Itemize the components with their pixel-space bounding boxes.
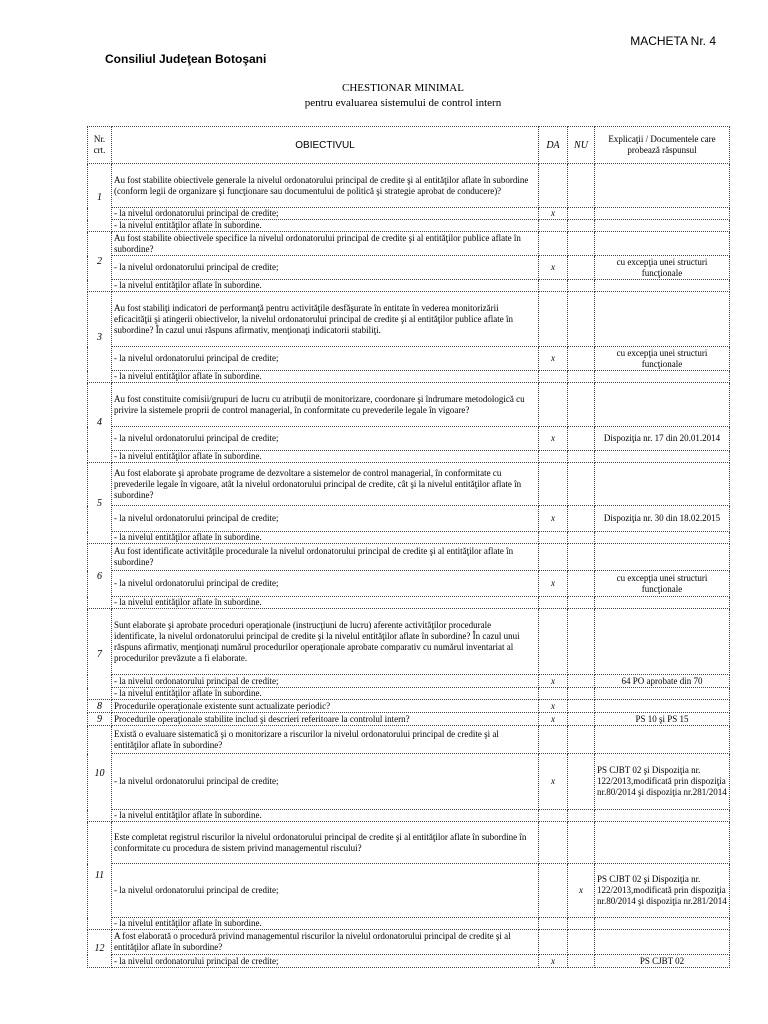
question-text: Procedurile operaţionale stabilite includ şi descrieri referitoare la controlul intern? — [112, 713, 539, 726]
nu-mark — [568, 754, 595, 810]
subrow-ordonator: - la nivelul ordonatorului principal de credite; — [112, 754, 539, 810]
question-text: Procedurile operaţionale existente sunt actualizate periodic? — [112, 700, 539, 713]
da-cell — [539, 280, 568, 292]
question-text: Au fost stabiliţi indicatori de performanţă pentru activităţile desfăşurate în entitate în vederea monitorizării eficacităţii şi atingerii obiectivelor, la nivelul ordonatorului principal de credite şi al entităţilor publice aflate în subordine? În cazul unui răspuns afirmativ, menţionaţi indicatorii stabiliţi. — [112, 292, 539, 347]
question-text: Au fost constituite comisii/grupuri de lucru cu atribuţii de monitorizare, coordonare şi îndrumare metodologică cu privire la sistemele proprii de control managerial, în conformitate cu prevederile legale în vigoare? — [112, 383, 539, 427]
document-title: CHESTIONAR MINIMAL — [342, 82, 464, 94]
explanation-text: cu excepţia unei structuri funcţionale — [595, 347, 730, 371]
table-row — [88, 810, 730, 822]
da-cell — [539, 451, 568, 463]
nu-cell — [568, 918, 595, 930]
row-number: 10 — [88, 726, 112, 822]
nu-cell — [568, 822, 595, 864]
nu-cell — [568, 532, 595, 544]
row-number: 4 — [88, 383, 112, 463]
explanation-cell — [595, 918, 730, 930]
question-text: Sunt elaborate şi aprobate proceduri operaţionale (instrucţiuni de lucru) aferente activităţilor procedurale identificate, la nivelul ordonatorului principal de credite şi la nivelul entităţilor aflate în subordine? În cazul unui răspuns afirmativ, menţionaţi numărul procedurilor operaţionale aprobate comparativ cu numărul inventariat al procedurilor prevăzute a fi elaborate. — [112, 609, 539, 675]
table-row — [88, 371, 730, 383]
row-number: 7 — [88, 609, 112, 700]
table-row — [88, 930, 730, 955]
da-mark: x — [539, 427, 568, 451]
da-cell — [539, 726, 568, 754]
nu-mark — [568, 675, 595, 688]
subrow-ordonator: - la nivelul ordonatorului principal de credite; — [112, 208, 539, 220]
table-row — [88, 280, 730, 292]
table-row — [88, 347, 730, 371]
table-row — [88, 164, 730, 208]
document-subtitle: pentru evaluarea sistemului de control intern — [304, 97, 502, 109]
subrow-entitati: - la nivelul entităţilor aflate în subordine. — [112, 280, 539, 292]
da-mark: x — [539, 256, 568, 280]
da-mark: x — [539, 347, 568, 371]
da-cell — [539, 371, 568, 383]
subrow-entitati: - la nivelul entităţilor aflate în subordine. — [112, 532, 539, 544]
nu-cell — [568, 609, 595, 675]
table-row — [88, 609, 730, 675]
subrow-ordonator: - la nivelul ordonatorului principal de credite; — [112, 347, 539, 371]
table-row — [88, 822, 730, 864]
table-row — [88, 451, 730, 463]
da-cell — [539, 822, 568, 864]
explanation-cell — [595, 371, 730, 383]
explanation-text: PS CJBT 02 şi Dispoziţia nr. 122/2013,modificată prin dispoziţia nr.80/2014 şi dispoziţia nr.281/2014 — [595, 864, 730, 918]
table-header-row — [88, 127, 730, 164]
subrow-ordonator: - la nivelul ordonatorului principal de credite; — [112, 675, 539, 688]
nu-cell — [568, 930, 595, 955]
da-cell — [539, 232, 568, 256]
nu-mark — [568, 700, 595, 713]
header-nr: Nr. crt. — [88, 127, 112, 164]
header-da: DA — [539, 127, 568, 164]
table-row — [88, 544, 730, 571]
explanation-cell — [595, 532, 730, 544]
explanation-text: cu excepţia unei structuri funcţionale — [595, 256, 730, 280]
row-number: 2 — [88, 232, 112, 292]
table-row — [88, 864, 730, 918]
explanation-text: Dispoziţia nr. 17 din 20.01.2014 — [595, 427, 730, 451]
explanation-cell — [595, 544, 730, 571]
table-row — [88, 220, 730, 232]
da-mark: x — [539, 208, 568, 220]
explanation-cell — [595, 232, 730, 256]
subrow-ordonator: - la nivelul ordonatorului principal de credite; — [112, 427, 539, 451]
explanation-text: PS CJBT 02 şi Dispoziţia nr. 122/2013,modificată prin dispoziţia nr.80/2014 şi dispoziţia nr.281/2014 — [595, 754, 730, 810]
da-mark — [539, 864, 568, 918]
da-mark: x — [539, 700, 568, 713]
question-text: Au fost identificate activităţile procedurale la nivelul ordonatorului principal de credite şi al entităţilor aflate în subordine? — [112, 544, 539, 571]
header-explanation: Explicaţii / Documentele care probează răspunsul — [595, 127, 730, 164]
row-number: 6 — [88, 544, 112, 609]
da-cell — [539, 220, 568, 232]
da-mark: x — [539, 713, 568, 726]
explanation-text: PS 10 şi PS 15 — [595, 713, 730, 726]
explanation-text: Dispoziţia nr. 30 din 18.02.2015 — [595, 506, 730, 532]
nu-mark — [568, 256, 595, 280]
nu-cell — [568, 164, 595, 208]
explanation-cell — [595, 292, 730, 347]
subrow-entitati: - la nivelul entităţilor aflate în subordine. — [112, 918, 539, 930]
nu-mark — [568, 427, 595, 451]
subrow-ordonator: - la nivelul ordonatorului principal de credite; — [112, 864, 539, 918]
table-row — [88, 955, 730, 968]
table-row — [88, 688, 730, 700]
form-number: MACHETA Nr. 4 — [630, 34, 716, 48]
table-row — [88, 754, 730, 810]
nu-mark — [568, 571, 595, 597]
table-row — [88, 256, 730, 280]
subrow-entitati: - la nivelul entităţilor aflate în subordine. — [112, 451, 539, 463]
da-cell — [539, 164, 568, 208]
nu-cell — [568, 597, 595, 609]
explanation-cell — [595, 383, 730, 427]
row-number: 12 — [88, 930, 112, 968]
table-row — [88, 726, 730, 754]
organization-name: Consiliul Judeţean Botoşani — [105, 52, 267, 66]
explanation-text: cu excepţia unei structuri funcţionale — [595, 571, 730, 597]
row-number: 1 — [88, 164, 112, 232]
da-cell — [539, 688, 568, 700]
explanation-cell — [595, 810, 730, 822]
nu-mark: x — [568, 864, 595, 918]
explanation-cell — [595, 220, 730, 232]
table-row — [88, 918, 730, 930]
nu-mark — [568, 955, 595, 968]
da-mark: x — [539, 571, 568, 597]
subrow-entitati: - la nivelul entităţilor aflate în subordine. — [112, 371, 539, 383]
nu-cell — [568, 726, 595, 754]
questionnaire-table — [87, 126, 730, 968]
table-row — [88, 463, 730, 506]
nu-cell — [568, 463, 595, 506]
da-mark: x — [539, 675, 568, 688]
question-text: Există o evaluare sistematică şi o monitorizare a riscurilor la nivelul ordonatorului principal de credite şi al entităţilor aflate în subordine? — [112, 726, 539, 754]
table-row — [88, 532, 730, 544]
da-cell — [539, 383, 568, 427]
nu-cell — [568, 232, 595, 256]
da-cell — [539, 609, 568, 675]
explanation-cell — [595, 451, 730, 463]
table-row — [88, 292, 730, 347]
da-mark: x — [539, 506, 568, 532]
table-row — [88, 232, 730, 256]
nu-mark — [568, 713, 595, 726]
table-row — [88, 506, 730, 532]
explanation-cell — [595, 597, 730, 609]
table-row — [88, 597, 730, 609]
explanation-cell — [595, 726, 730, 754]
da-mark: x — [539, 955, 568, 968]
explanation-text — [595, 700, 730, 713]
table-row — [88, 383, 730, 427]
nu-cell — [568, 383, 595, 427]
explanation-text — [595, 208, 730, 220]
row-number: 5 — [88, 463, 112, 544]
explanation-cell — [595, 463, 730, 506]
nu-mark — [568, 347, 595, 371]
nu-mark — [568, 506, 595, 532]
nu-cell — [568, 544, 595, 571]
table-row — [88, 675, 730, 688]
row-number: 8 — [88, 700, 112, 713]
da-cell — [539, 918, 568, 930]
subrow-entitati: - la nivelul entităţilor aflate în subordine. — [112, 597, 539, 609]
nu-mark — [568, 208, 595, 220]
explanation-cell — [595, 609, 730, 675]
row-number: 3 — [88, 292, 112, 383]
nu-cell — [568, 280, 595, 292]
subrow-entitati: - la nivelul entităţilor aflate în subordine. — [112, 220, 539, 232]
subrow-ordonator: - la nivelul ordonatorului principal de credite; — [112, 955, 539, 968]
table-row — [88, 427, 730, 451]
da-cell — [539, 810, 568, 822]
table-row — [88, 571, 730, 597]
table-row — [88, 208, 730, 220]
row-number: 9 — [88, 713, 112, 726]
question-text: Este completat registrul riscurilor la nivelul ordonatorului principal de credite şi al entităţilor aflate în subordine în conformitate cu procedura de sistem privind managementul riscului? — [112, 822, 539, 864]
subrow-ordonator: - la nivelul ordonatorului principal de credite; — [112, 506, 539, 532]
da-cell — [539, 930, 568, 955]
da-cell — [539, 544, 568, 571]
da-mark: x — [539, 754, 568, 810]
nu-cell — [568, 292, 595, 347]
da-cell — [539, 597, 568, 609]
explanation-text: PS CJBT 02 — [595, 955, 730, 968]
explanation-cell — [595, 930, 730, 955]
da-cell — [539, 292, 568, 347]
nu-cell — [568, 688, 595, 700]
nu-cell — [568, 220, 595, 232]
table-row — [88, 713, 730, 726]
question-text: A fost elaborată o procedură privind managementul riscurilor la nivelul ordonatorului principal de credite şi al entităţilor aflate în subordine? — [112, 930, 539, 955]
subrow-ordonator: - la nivelul ordonatorului principal de credite; — [112, 571, 539, 597]
da-cell — [539, 532, 568, 544]
row-number: 11 — [88, 822, 112, 930]
header-nu: NU — [568, 127, 595, 164]
explanation-cell — [595, 822, 730, 864]
da-cell — [539, 463, 568, 506]
subrow-entitati: - la nivelul entităţilor aflate în subordine. — [112, 810, 539, 822]
question-text: Au fost stabilite obiectivele generale la nivelul ordonatorului principal de credite şi al entităţilor aflate în subordine (conform legii de organizare şi funcţionare sau documentului de politică şi strategie aprobat de conducere)? — [112, 164, 539, 208]
explanation-cell — [595, 164, 730, 208]
table-row — [88, 700, 730, 713]
explanation-text: 64 PO aprobate din 70 — [595, 675, 730, 688]
explanation-cell — [595, 688, 730, 700]
question-text: Au fost stabilite obiectivele specifice la nivelul ordonatorului principal de credite şi al entităţilor publice aflate în subordine? — [112, 232, 539, 256]
nu-cell — [568, 451, 595, 463]
explanation-cell — [595, 280, 730, 292]
subrow-ordonator: - la nivelul ordonatorului principal de credite; — [112, 256, 539, 280]
question-text: Au fost elaborate şi aprobate programe de dezvoltare a sistemelor de control managerial, în conformitate cu prevederile legale în vigoare, atât la nivelul ordonatorului principal de credite, cât şi la nivelul entităţilor aflate în subordine? — [112, 463, 539, 506]
subrow-entitati: - la nivelul entităţilor aflate în subordine. — [112, 688, 539, 700]
header-objective: OBIECTIVUL — [112, 127, 539, 164]
nu-cell — [568, 810, 595, 822]
nu-cell — [568, 371, 595, 383]
